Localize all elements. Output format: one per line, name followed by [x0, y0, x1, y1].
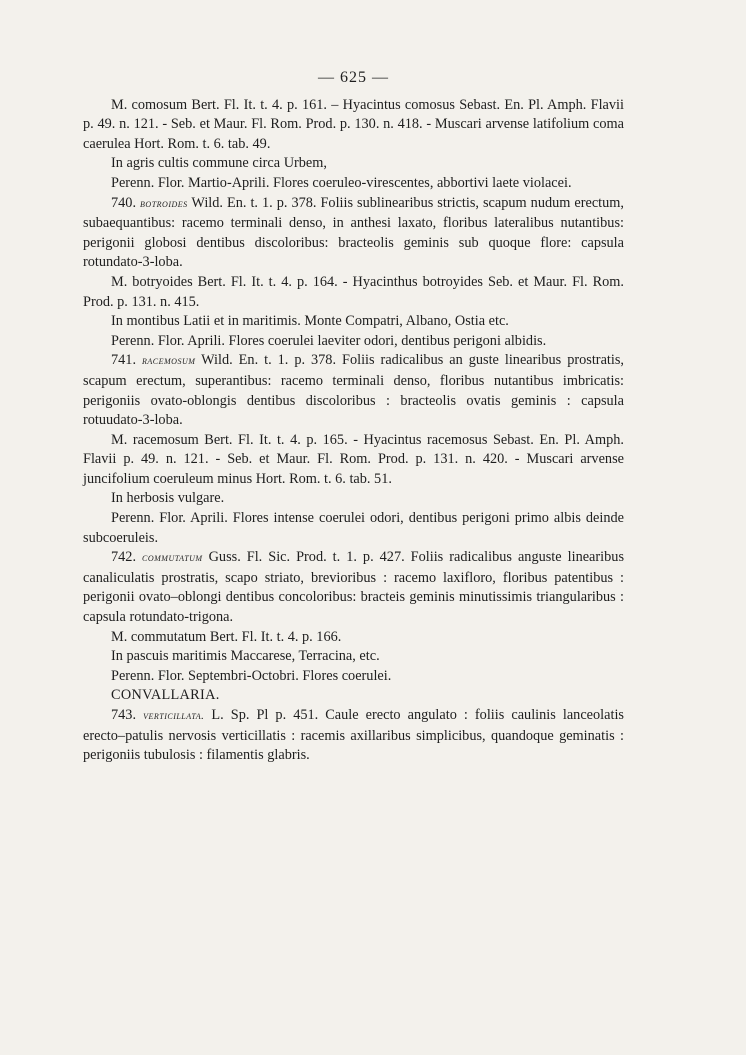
- synonym-paragraph: M. racemosum Bert. Fl. It. t. 4. p. 165. - Hyacintus racemosus Sebast. En. Pl. Amph. Flavii p. 49. n. 121. - Seb. et Maur. Fl. Rom. Prod. p. 131. n. 420. - Muscari arvense juncifolium coeruleum minus Hort. Rom. t. 6. tab. 51.: [83, 431, 624, 487]
- flowering-paragraph: Perenn. Flor. Aprili. Flores intense coerulei odori, dentibus perigoni primo albis deinde subcoeruleis.: [83, 510, 624, 546]
- flowering-paragraph: Perenn. Flor. Aprili. Flores coerulei laeviter odori, dentibus perigoni albidis.: [111, 332, 547, 349]
- species-description: Wild. En. t. 1. p. 378. Foliis sublinearibus strictis, scapum nudum erectum, subaequantibus: racemo terminali denso, in anthesi laxato, floribus lateralibus nutantibus: perigonii globosi dentibus discoloribus: bracteolis geminis sub quoque flore: capsula rotundato-3-loba.: [83, 194, 625, 271]
- habitat-paragraph: In pascuis maritimis Maccarese, Terracina, etc.: [111, 648, 380, 665]
- page-number: — 625 —: [318, 69, 389, 86]
- habitat-paragraph: In herbosis vulgare.: [111, 490, 225, 507]
- species-entry-742: [83, 548, 624, 627]
- species-name: commutatum: [142, 552, 203, 565]
- synonym-paragraph: M. commutatum Bert. Fl. It. t. 4. p. 166.: [111, 628, 342, 645]
- entry-number: 741.: [111, 352, 137, 369]
- flowering-paragraph: Perenn. Flor. Septembri-Octobri. Flores coerulei.: [111, 667, 392, 684]
- species-name: verticillata.: [143, 710, 205, 722]
- document-page: [83, 68, 624, 766]
- species-description: Wild. En. t. 1. p. 378. Foliis radicalibus an guste linearibus prostratis, scapum erectum, superantibus: racemo terminali denso, floribus nutantibus imbricatis: perigoniis ovato-oblongis dentibus discoloribus : bracteolis ovatis geminis : capsula rotuudato-3-loba.: [83, 352, 624, 429]
- synonym-paragraph: M. comosum Bert. Fl. It. t. 4. p. 161. – Hyacintus comosus Sebast. En. Pl. Amph. Flavii p. 49. n. 121. - Seb. et Maur. Fl. Rom. Prod. p. 130. n. 418. - Muscari arvense latifolium coma caerulea Hort. Rom. t. 6. tab. 49.: [83, 96, 624, 152]
- entry-number: 743.: [111, 707, 137, 723]
- species-name: racemosum: [142, 355, 196, 368]
- entry-number: 742.: [111, 549, 137, 566]
- entry-number: 740.: [111, 194, 137, 211]
- species-description: Guss. Fl. Sic. Prod. t. 1. p. 427. Foliis radicalibus anguste linearibus canaliculatis prostratis, scapo striato, brevioribus : racemo laxifloro, floribus patentibus : perigonii ovato–oblongi dentibus concoloribus: bracteis geminis minutissimis triangularibus : capsula rotundato-trigona.: [83, 549, 625, 626]
- species-name: botroides: [140, 197, 188, 210]
- species-entry-740: [83, 194, 624, 273]
- genus-heading: CONVALLARIA.: [111, 687, 220, 704]
- flowering-paragraph: Perenn. Flor. Martio-Aprili. Flores coeruleo-virescentes, abbortivi laete violacei.: [111, 174, 572, 191]
- species-entry-743: [83, 706, 624, 766]
- species-entry-741: [83, 351, 624, 430]
- synonym-paragraph: M. botryoides Bert. Fl. It. t. 4. p. 164. - Hyacinthus botroyides Seb. et Maur. Fl. Rom. Prod. p. 131. n. 415.: [83, 273, 624, 310]
- habitat-paragraph: In agris cultis commune circa Urbem,: [111, 155, 327, 172]
- species-description: L. Sp. Pl p. 451. Caule erecto angulato : foliis caulinis lanceolatis erecto–patulis nervosis verticillatis : racemis axillaribus simplicibus, quandoque geminatis : perigoniis tubulosis : filamentis glabris.: [83, 707, 624, 764]
- habitat-paragraph: In montibus Latii et in maritimis. Monte Compatri, Albano, Ostia etc.: [111, 313, 509, 330]
